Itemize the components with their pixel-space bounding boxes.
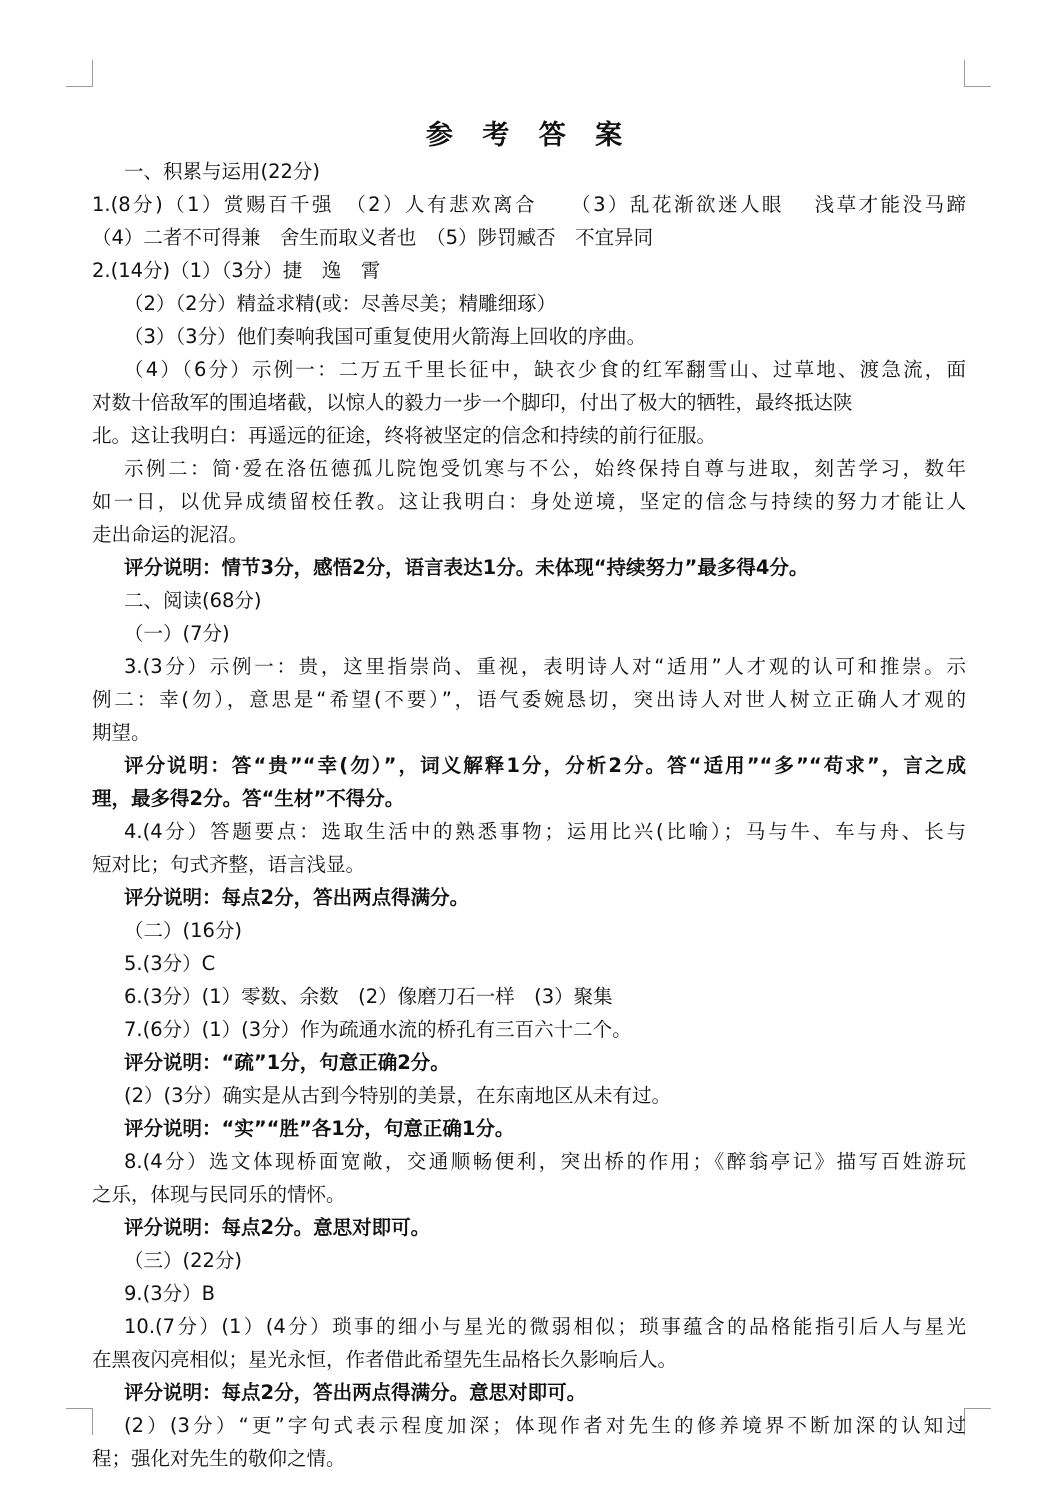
grading-note-line: 评分说明：“实”“胜”各1分，句意正确1分。: [124, 1117, 515, 1140]
text-line: 8.(4分）选文体现桥面宽敞，交通顺畅便利，突出桥的作用；《醉翁亭记》描写百姓游玩: [124, 1150, 966, 1173]
text-line: 10.(7分）(1）(4分）琐事的细小与星光的微弱相似；琐事蕴含的品格能指引后人与星光: [124, 1315, 966, 1338]
text-line: 2.(14分)（1）（3分）捷 逸 霄: [92, 259, 381, 282]
text-line: 7.(6分）(1）(3分）作为疏通水流的桥孔有三百六十二个。: [124, 1018, 632, 1041]
text-line: 9.(3分）B: [124, 1282, 215, 1305]
grading-note-line: 评分说明：每点2分，答出两点得满分。意思对即可。: [124, 1381, 587, 1404]
text-line: （4）二者不可得兼 舍生而取义者也 （5）陟罚臧否 不宜异同: [92, 226, 654, 249]
text-line: 1.(8分)（1）赏赐百千强 （2）人有悲欢离合 （3）乱花渐欲迷人眼 浅草才能没马蹄: [92, 193, 966, 216]
crop-mark-top-left: [66, 60, 93, 87]
text-line: 例二：幸(勿），意思是“希望(不要）”，语气委婉恳切，突出诗人对世人树立正确人才观的: [92, 688, 966, 711]
grading-note-line: 评分说明：“疏”1分，句意正确2分。: [124, 1051, 450, 1074]
text-line: （三）(22分): [124, 1249, 243, 1272]
text-line: 如一日，以优异成绩留校任教。这让我明白：身处逆境，坚定的信念与持续的努力才能让人: [92, 490, 966, 513]
text-line: 二、阅读(68分): [124, 589, 262, 612]
text-line: 北。这让我明白：再遥远的征途，终将被坚定的信念和持续的前行征服。: [92, 424, 717, 447]
text-line: 5.(3分）C: [124, 952, 216, 975]
text-line: （2）（2分）精益求精(或：尽善尽美；精雕细琢）: [124, 292, 557, 315]
text-line: 短对比；句式齐整，语言浅显。: [92, 853, 366, 876]
text-line: 3.(3分）示例一：贵，这里指崇尚、重视，表明诗人对“适用”人才观的认可和推崇。示: [124, 655, 966, 678]
crop-mark-bottom-left: [66, 1408, 93, 1435]
grading-note-line: 评分说明：每点2分，答出两点得满分。: [124, 886, 470, 909]
text-line: 6.(3分）(1）零数、余数 (2）像磨刀石一样 (3）聚集: [124, 985, 613, 1008]
grading-note-line: 评分说明：情节3分，感悟2分，语言表达1分。未体现“持续努力”最多得4分。: [124, 556, 809, 579]
text-line: （一）(7分): [124, 622, 230, 645]
text-line: 一、积累与运用(22分): [124, 160, 321, 183]
text-line: （3）（3分）他们奏响我国可重复使用火箭海上回收的序曲。: [124, 325, 647, 348]
text-line: 在黑夜闪亮相似；星光永恒，作者借此希望先生品格长久影响后人。: [92, 1348, 678, 1371]
grading-note-line: 评分说明：答“贵”“幸(勿）”，词义解释1分，分析2分。答“适用”“多”“苟求”，言之成: [124, 754, 966, 777]
grading-note-line: 理，最多得2分。答“生材”不得分。: [92, 787, 405, 810]
crop-mark-top-right: [964, 60, 991, 87]
text-line: 对数十倍敌军的围追堵截，以惊人的毅力一步一个脚印，付出了极大的牺牲，最终抵达陕: [92, 391, 853, 414]
crop-mark-bottom-right: [964, 1408, 991, 1435]
text-line: 期望。: [92, 721, 151, 744]
answer-body: [92, 156, 966, 1474]
text-line: 程；强化对先生的敬仰之情。: [92, 1447, 346, 1470]
text-line: 示例二：简·爱在洛伍德孤儿院饱受饥寒与不公，始终保持自尊与进取，刻苦学习，数年: [124, 457, 966, 480]
text-line: 之乐，体现与民同乐的情怀。: [92, 1183, 346, 1206]
text-line: （4）（6分）示例一：二万五千里长征中，缺衣少食的红军翻雪山、过草地、渡急流，面: [124, 358, 966, 381]
text-line: (2）(3分）“更”字句式表示程度加深；体现作者对先生的修养境界不断加深的认知过: [124, 1414, 966, 1437]
grading-note-line: 评分说明：每点2分。意思对即可。: [124, 1216, 431, 1239]
text-line: （二）(16分): [124, 919, 243, 942]
text-line: 走出命运的泥沼。: [92, 523, 249, 546]
text-line: (2）(3分）确实是从古到今特别的美景，在东南地区从未有过。: [124, 1084, 672, 1107]
text-line: 4.(4分）答题要点：选取生活中的熟悉事物；运用比兴(比喻）；马与牛、车与舟、长与: [124, 820, 966, 843]
page-title: 参 考 答 案: [425, 120, 633, 151]
